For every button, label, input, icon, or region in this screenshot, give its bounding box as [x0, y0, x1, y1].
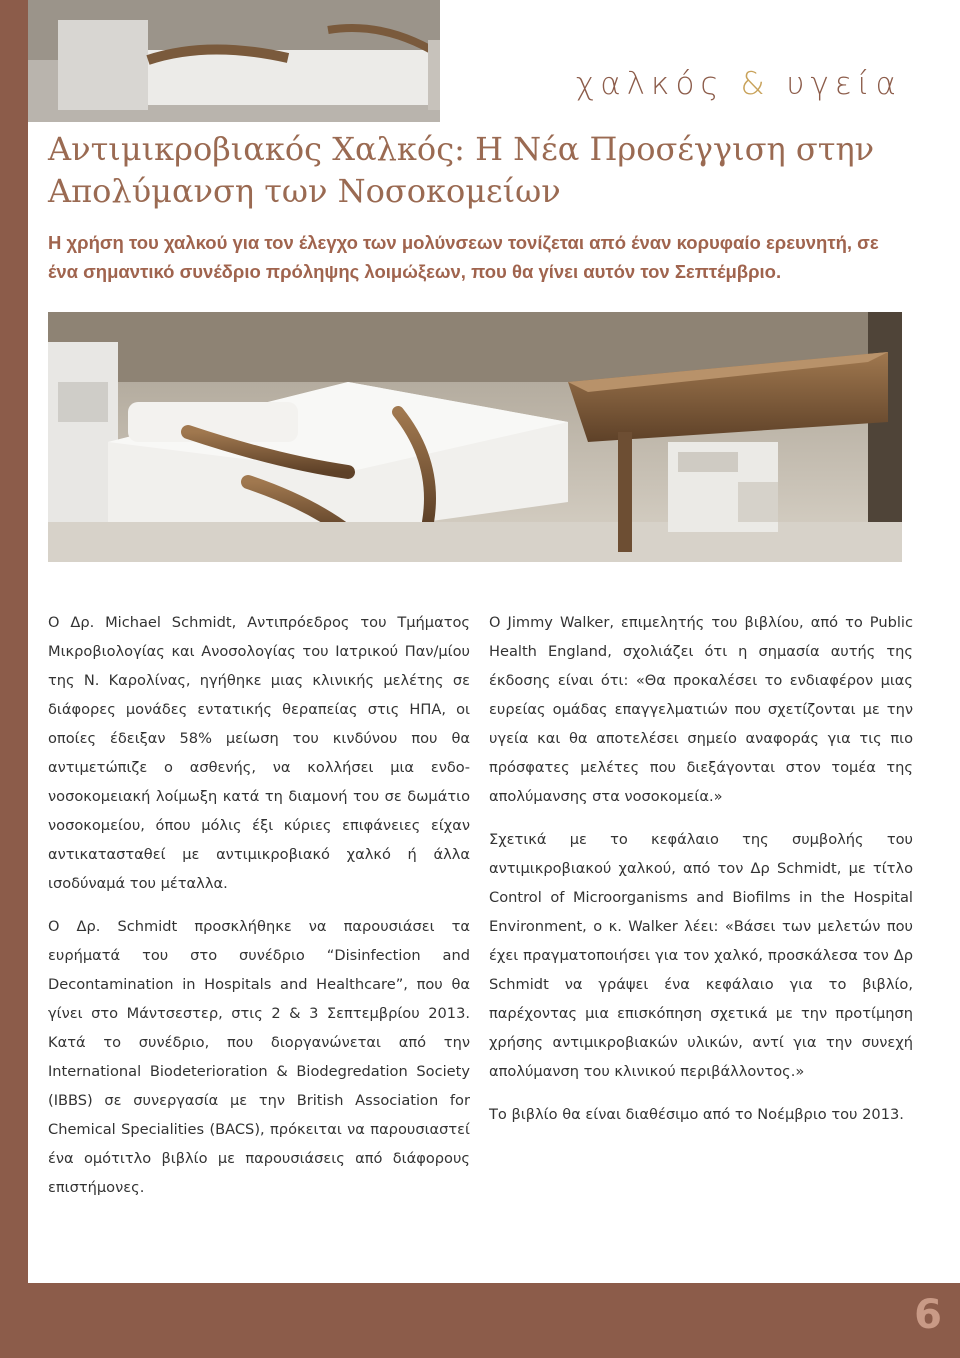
left-column — [48, 608, 470, 1216]
header-white-area — [440, 0, 960, 122]
paragraph: Ο Jimmy Walker, επιμελητής του βιβλίου, από το Public Health England, σχολιάζει ότι η σημασία αυτής της έκδοσης είναι ότι: «Θα προκαλέσει το ενδιαφέρον μιας ευρείας ομάδας επαγγελματιών που σχετίζονται με την υγεία και θα αποτελέσει σημείο αναφοράς για τις πιο πρόσφατες μελέτες που διεξάγονται στον τομέα της απολύμανσης στα νοσοκομεία.» — [489, 614, 913, 805]
article-lead: Η χρήση του χαλκού για τον έλεγχο των μολύνσεων τονίζεται από έναν κορυφαίο ερευνητή, σε ένα σημαντικό συνέδριο πρόληψης λοιμώξεων, που θα γίνει αυτόν τον Σεπτέμβριο. — [48, 232, 879, 282]
left-frame — [0, 0, 28, 1358]
brand-word-health: υγεία — [786, 66, 902, 102]
article-title: Αντιμικροβιακός Χαλκός: Η Νέα Προσέγγιση στην Απολύμανση των Νοσοκομείων — [48, 130, 875, 210]
hospital-room-photo — [48, 312, 902, 562]
hospital-bed-image — [48, 312, 902, 562]
paragraph: Σχετικά με το κεφάλαιο της συμβολής του αντιμικροβιακού χαλκού, από τον Δρ Schmidt, με τίτλο Control of Microorganisms and Biofilms in the Hospital Environment, ο κ. Walker λέει: «Βάσει των μελετών που έχει πραγματοποιήσει για τον χαλκό, προσκάλεσα τον Δρ Schmidt να γράψει ένα κεφάλαιο για το βιβλίο, παρέχοντας μια επισκόπηση σχετικά με την προτίμηση χρήσης αντιμικροβιακών υλικών, αντί για την συνεχή απολύμανση του κλινικού περιβάλλοντος.» — [489, 831, 913, 1080]
brand-ampersand: & — [740, 66, 771, 102]
magazine-brand — [576, 66, 902, 102]
brand-word-copper: χαλκός — [575, 66, 725, 102]
page-number: 6 — [914, 1292, 942, 1338]
paragraph: Το βιβλίο θα είναι διαθέσιμο από το Νοέμβριο του 2013. — [489, 1106, 904, 1123]
paragraph: Ο Δρ. Schmidt προσκλήθηκε να παρουσιάσει τα ευρήματά του στο συνέδριο “Disinfection and Decontamination in Hospitals and Healthcare”, που θα γίνει στο Μάντσεστερ, στις 2 & 3 Σεπτεμβρίου 2013. Κατά το συνέδριο, που διοργανώνεται από την International Biodeterioration & Biodegredation Society (IBBS) σε συνεργασία με την British Association for Chemical Specialities (BACS), πρόκειται να παρουσιαστεί ένα ομότιτλο βιβλίο με παρουσιάσεις από διάφορους επιστήμονες. — [48, 918, 470, 1196]
right-column — [489, 608, 913, 1143]
bottom-frame — [0, 1283, 960, 1358]
paragraph: Ο Δρ. Michael Schmidt, Αντιπρόεδρος του Τμήματος Μικροβιολογίας και Ανοσολογίας του Ιατρικού Παν/μίου της Ν. Καρολίνας, ηγήθηκε μιας κλινικής μελέτης σε διάφορες μονάδες εντατικής θεραπείας στις ΗΠΑ, οι οποίες έδειξαν 58% μείωση του κινδύνου που θα αντιμετώπιζε ο ασθενής, να κολλήσει μια ενδο-νοσοκομειακή λοίμωξη κατά τη διαμονή του σε δωμάτιο νοσοκομείου, όπου μόλις έξι κύριες επιφάνειες είχαν αντικατασταθεί με αντιμικροβιακό χαλκό ή άλλα ισοδύναμά του μέταλλα. — [48, 614, 470, 892]
